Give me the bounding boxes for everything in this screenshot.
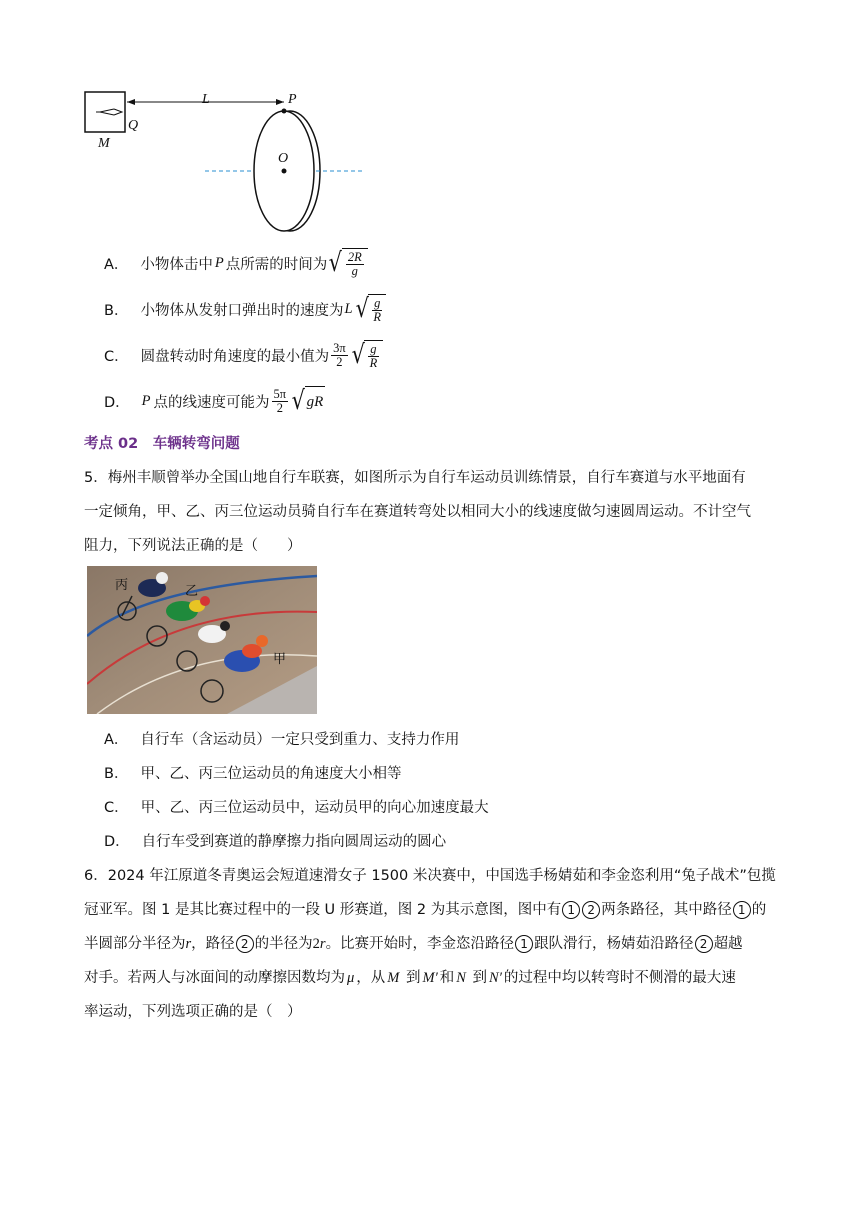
label-bing: 丙 (115, 578, 129, 593)
q5-option-a: A． 自行车（含运动员）一定只受到重力、支持力作用 (104, 732, 460, 748)
q5-stem-line3: 阻力，下列说法正确的是（ ） (84, 538, 302, 554)
launcher-box (85, 92, 125, 132)
q4-option-c: C． 圆盘转动时角速度的最小值为 $\frac{3\pi}{2}$ √ $\frac{g}{R}$ (104, 340, 383, 370)
circle-2: 2 (582, 901, 600, 919)
cycling-photo (87, 566, 317, 714)
circle-1: 1 (562, 901, 580, 919)
q6-line5: 率运动，下列选项正确的是（ ） (84, 1004, 302, 1020)
q5-stem-line1: 5．梅州丰顺曾举办全国山地自行车联赛，如图所示为自行车运动员训练情景，自行车赛道与水平地面有 (84, 470, 746, 486)
sqrt-gr: √ gR (291, 386, 324, 416)
circle-1b: 1 (733, 901, 751, 919)
label-yi: 乙 (185, 584, 199, 599)
circle-2b: 2 (236, 935, 254, 953)
label-Q: Q (128, 118, 139, 133)
sqrt-g-over-r: √ $\frac{g}{R}$ (354, 294, 387, 324)
q6-line4: 对手。若两人与冰面间的动摩擦因数均为 μ ，从 M 到 M′ 和 N 到 N′ 的过程中均以转弯时不侧滑的最大速 (84, 970, 736, 986)
q5-option-c: C． 甲、乙、丙三位运动员中，运动员甲的向心加速度最大 (104, 800, 489, 816)
label-jia: 甲 (273, 652, 287, 667)
fraction-5pi-over-2: $\frac{5\pi}{2}$ (273, 386, 287, 415)
point-P (282, 109, 287, 114)
label-P: P (288, 92, 297, 107)
q4-option-d: D． P 点的线速度可能为 $\frac{5\pi}{2}$ √ gR (104, 386, 324, 416)
disk-diagram (80, 88, 380, 238)
q5-stem-line2: 一定倾角，甲、乙、丙三位运动员骑自行车在赛道转弯处以相同大小的线速度做匀速圆周运动。不计空气 (84, 504, 751, 520)
q6-line3: 半圆部分半径为r，路径 2 的半径为2r。比赛开始时，李金恣沿路径 1 跟队滑行，杨婧茹沿路径 2 超越 (84, 936, 743, 952)
label-O: O (278, 151, 289, 166)
q4-option-a: A． 小物体击中 P 点所需的时间为 √ $\frac{2R}{g}$ (104, 248, 368, 278)
circle-2c: 2 (695, 935, 713, 953)
section-heading: 考点 02 车辆转弯问题 (84, 436, 240, 452)
figure-disk-launcher (80, 88, 380, 238)
fraction-3pi-over-2: $\frac{3\pi}{2}$ (333, 340, 346, 369)
q5-option-d: D． 自行车受到赛道的静摩擦力指向圆周运动的圆心 (104, 834, 447, 850)
label-L: L (202, 92, 210, 107)
sqrt-g-over-r-c: √ $\frac{g}{R}$ (350, 340, 383, 370)
sqrt-2r-over-g: √ $\frac{2R}{g}$ (327, 248, 367, 278)
q6-line1: 6．2024 年江原道冬青奥运会短道速滑女子 1500 米决赛中，中国选手杨婧茹和李金恣利用“兔子战术”包揽 (84, 868, 776, 884)
label-M: M (98, 136, 110, 151)
center-point-O (282, 169, 287, 174)
q5-option-b: B． 甲、乙、丙三位运动员的角速度大小相等 (104, 766, 402, 782)
q4-option-b: B． 小物体从发射口弹出时的速度为 L √ $\frac{g}{R}$ (104, 294, 386, 324)
circle-1c: 1 (515, 935, 533, 953)
q6-line2: 冠亚军。图 1 是其比赛过程中的一段 U 形赛道，图 2 为其示意图，图中有 1 2 两条路径，其中路径 1 的 (84, 902, 767, 918)
